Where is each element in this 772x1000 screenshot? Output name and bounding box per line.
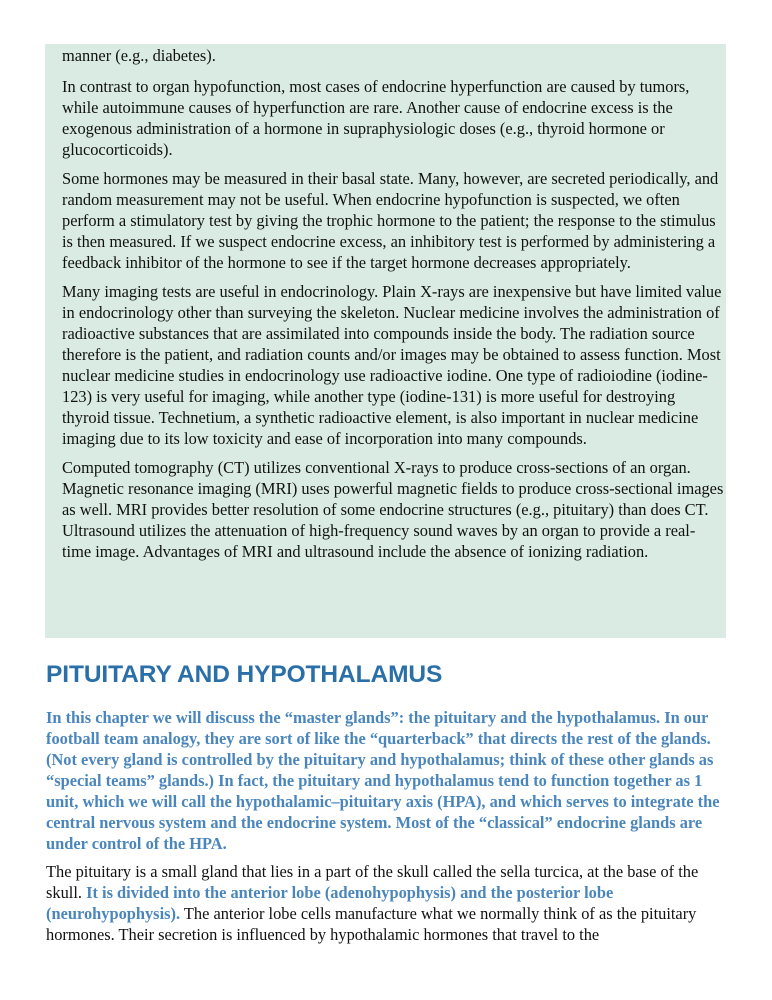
box-paragraph-3: Some hormones may be measured in their basal state. Many, however, are secreted periodically, and random measurement may not be useful. When endocrine hypofunction is suspected, we often perform a stimulatory test by giving the trophic hormone to the patient; the response to the stimulus is then measured. If we suspect endocrine excess, an inhibitory test is performed by administering a feedback inhibitor of the hormone to see if the target hormone decreases appropriately. <box>62 169 719 272</box>
box-paragraph-5: Computed tomography (CT) utilizes conventional X-rays to produce cross-sections of an organ. Magnetic resonance imaging (MRI) uses powerful magnetic fields to produce cross-sectional images as well. MRI provides better resolution of some endocrine structures (e.g., pituitary) than does CT. Ultrasound utilizes the attenuation of high-frequency sound waves by an organ to provide a real-time image. Advantages of MRI and ultrasound include the absence of ionizing radiation. <box>62 458 724 561</box>
section-heading: PITUITARY AND HYPOTHALAMUS <box>46 661 443 688</box>
highlighted-text-box <box>45 44 726 638</box>
box-paragraph-4: Many imaging tests are useful in endocrinology. Plain X-rays are inexpensive but have limited value in endocrinology other than surveying the skeleton. Nuclear medicine involves the administration of radioactive substances that are assimilated into compounds inside the body. The radiation source therefore is the patient, and radiation counts and/or images may be obtained to assess function. Most nuclear medicine studies in endocrinology use radioactive iodine. One type of radioiodine (iodine-123) is very useful for imaging, while another type (iodine-131) is more useful for destroying thyroid tissue. Technetium, a synthetic radioactive element, is also important in nuclear medicine imaging due to its low toxicity and ease of incorporation into many compounds. <box>62 282 722 448</box>
section-intro: In this chapter we will discuss the “master glands”: the pituitary and the hypothalamus. In our football team analogy, they are sort of like the “quarterback” that directs the rest of the glands. (Not every gland is controlled by the pituitary and hypothalamus; think of these other glands as “special teams” glands.) In fact, the pituitary and hypothalamus tend to function together as 1 unit, which we will call the hypothalamic–pituitary axis (HPA), and which serves to integrate the central nervous system and the endocrine system. Most of the “classical” endocrine glands are under control of the HPA. <box>46 708 720 853</box>
body-paragraph <box>46 861 730 945</box>
body-text-part-1: The pituitary is a small gland that lies in a part of the skull called the sella turcica, at the base of the skull. <box>46 862 699 902</box>
body-text-part-2: The anterior lobe cells manufacture what we normally think of as the pituitary hormones. Their secretion is influenced by hypothalamic hormones that travel to the <box>46 904 697 944</box>
box-paragraph-2: In contrast to organ hypofunction, most cases of endocrine hyperfunction are caused by tumors, while autoimmune causes of hyperfunction are rare. Another cause of endocrine excess is the exogenous administration of a hormone in supraphysiologic doses (e.g., thyroid hormone or glucocorticoids). <box>62 77 690 159</box>
body-highlight: It is divided into the anterior lobe (adenohypophysis) and the posterior lobe (neurohypophysis). <box>46 883 614 923</box>
box-paragraph-1: manner (e.g., diabetes). <box>62 46 216 65</box>
